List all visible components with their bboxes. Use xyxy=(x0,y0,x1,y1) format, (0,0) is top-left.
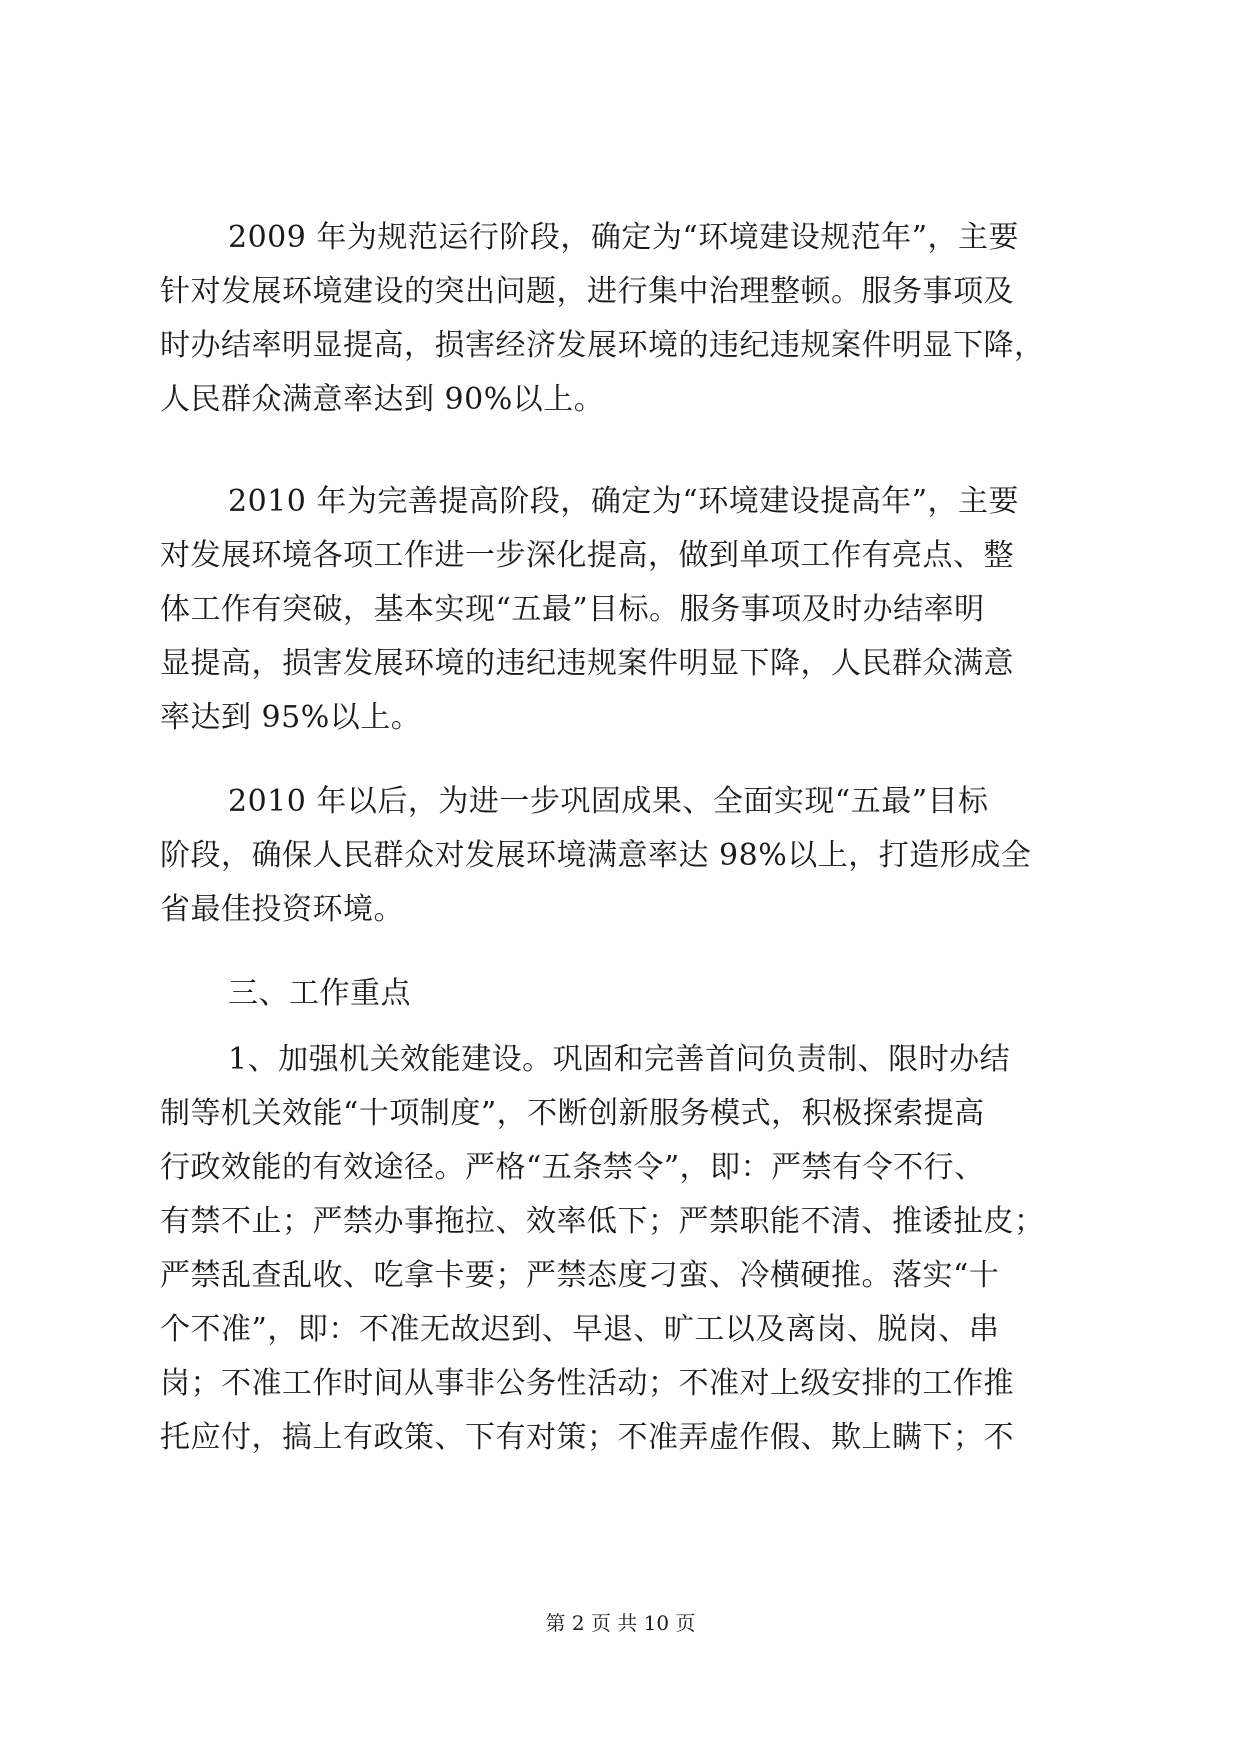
text-line: 2009 年为规范运行阶段，确定为“环境建设规范年”，主要 xyxy=(228,220,1020,255)
text-line: 省最佳投资环境。 xyxy=(160,892,404,927)
text-line: 体工作有突破，基本实现“五最”目标。服务事项及时办结率明 xyxy=(160,592,985,627)
text-line: 托应付，搞上有政策、下有对策；不准弄虚作假、欺上瞒下；不 xyxy=(160,1420,1014,1455)
text-line: 针对发展环境建设的突出问题，进行集中治理整顿。服务事项及 xyxy=(160,274,1014,309)
page-footer: 第 2 页 共 10 页 xyxy=(545,1611,696,1635)
text-line: 人民群众满意率达到 90%以上。 xyxy=(160,382,605,417)
text-line: 对发展环境各项工作进一步深化提高，做到单项工作有亮点、整 xyxy=(160,538,1014,573)
text-line: 1、加强机关效能建设。巩固和完善首问负责制、限时办结 xyxy=(228,1042,1011,1077)
text-line: 率达到 95%以上。 xyxy=(160,700,422,735)
text-line: 有禁不止；严禁办事拖拉、效率低下；严禁职能不清、推诿扯皮； xyxy=(160,1204,1045,1239)
text-line: 制等机关效能“十项制度”，不断创新服务模式，积极探索提高 xyxy=(160,1096,985,1131)
text-line: 时办结率明显提高，损害经济发展环境的违纪违规案件明显下降， xyxy=(160,328,1045,363)
text-line: 行政效能的有效途径。严格“五条禁令”，即：严禁有令不行、 xyxy=(160,1150,985,1185)
text-line: 2010 年以后，为进一步巩固成果、全面实现“五最”目标 xyxy=(228,784,989,819)
text-line: 严禁乱查乱收、吃拿卡要；严禁态度刁蛮、冷横硬推。落实“十 xyxy=(160,1258,1000,1293)
text-line: 阶段，确保人民群众对发展环境满意率达 98%以上，打造形成全 xyxy=(160,838,1032,873)
text-line: 显提高，损害发展环境的违纪违规案件明显下降，人民群众满意 xyxy=(160,646,1014,681)
text-line: 2010 年为完善提高阶段，确定为“环境建设提高年”，主要 xyxy=(228,484,1020,519)
text-line: 岗；不准工作时间从事非公务性活动；不准对上级安排的工作推 xyxy=(160,1366,1014,1401)
text-line: 个不准”，即：不准无故迟到、早退、旷工以及离岗、脱岗、串 xyxy=(160,1312,1000,1347)
section-heading: 三、工作重点 xyxy=(228,976,411,1011)
